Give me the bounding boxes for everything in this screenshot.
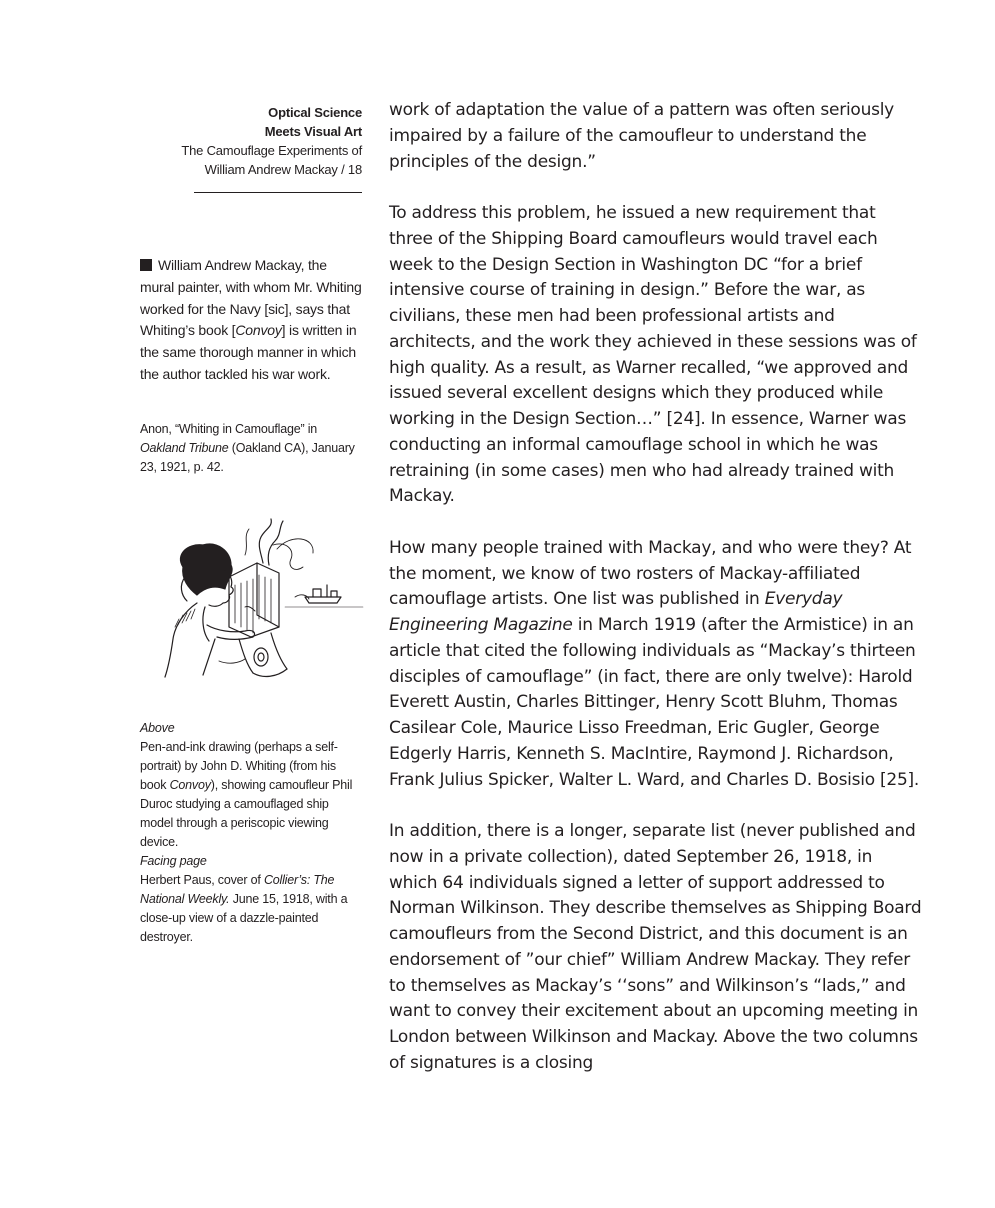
caption-facing-label: Facing page (140, 854, 207, 868)
caption-above (140, 719, 362, 852)
caption-facing-text-before: Herbert Paus, cover of (140, 873, 264, 887)
header-divider (194, 192, 362, 193)
quote-text-before: William Andrew Mackay, the mural painter, with whom Mr. Whiting worked for the Navy [sic], says that Whiting’s book [ (140, 257, 362, 339)
citation-before: Anon, “Whiting in Camouflage” in (140, 422, 318, 436)
caption-facing-magazine: Collier’s: The National Weekly. (140, 873, 335, 906)
header-title-line1: Optical Science (268, 105, 362, 120)
citation-after: (Oakland CA), January 23, 1921, p. 42. (140, 441, 355, 474)
caption-above-text-before: Pen-and-ink drawing (perhaps a self-portrait) by John D. Whiting (from his book (140, 740, 338, 792)
caption-above-label: Above (140, 721, 175, 735)
main-text-column (389, 98, 924, 1077)
p3-text-before: How many people trained with Mackay, and who were they? At the moment, we know of two rosters of Mackay-affiliated camouflage artists. One list was published in (389, 537, 912, 610)
body-paragraph-1: work of adaptation the value of a pattern was often seriously impaired by a failure of the camoufleur to understand the principles of the design.” (389, 100, 894, 172)
p3-magazine-title: Everyday Engineering Magazine (389, 589, 843, 635)
header-title-line2: Meets Visual Art (264, 124, 362, 139)
quote-book-title: Convoy (235, 322, 282, 339)
pen-and-ink-illustration (145, 515, 367, 690)
citation-publication: Oakland Tribune (140, 441, 229, 455)
p3-text-after: in March 1919 (after the Armistice) in an article that cited the following individuals as “Mackay’s thirteen disciples of camouflage” (in fact, there are only twelve): Harold Everett Austin, Charles Bittinger, Henry Scott Bluhm, Thomas Casilear Cole, Maurice Lisso Freedman, Eric Gugler, George Edgerly Harris, Kenneth S. MacIntire, Raymond J. Richardson, Frank Julius Spicker, Walter L. Ward, and Charles D. Bosisio [25]. (389, 615, 920, 790)
caption-above-text-after: ), showing camoufleur Phil Duroc studying a camouflaged ship model through a periscopic viewing device. (140, 778, 353, 849)
quote-text-after: ] is written in the same thorough manner in which the author tackled his war work. (140, 322, 357, 382)
caption-facing-page (140, 852, 362, 947)
sidebar-quote (140, 255, 362, 386)
caption-above-book: Convoy (169, 778, 211, 792)
running-header (140, 103, 362, 179)
body-paragraph-3 (389, 536, 924, 794)
body-paragraph-4: In addition, there is a longer, separate list (never published and now in a private collection), dated September 26, 1918, in which 64 individuals signed a letter of support addressed to Norman Wilkinson. They describe themselves as Shipping Board camoufleurs from the Second District, and this document is an endorsement of ”our chief” William Andrew Mackay. They refer to themselves as Mackay’s ‘‘sons” and Wilkinson’s “lads,” and want to convey their excitement about an upcoming meeting in London between Wilkinson and Mackay. Above the two columns of signatures is a closing (389, 821, 922, 1073)
body-paragraph-2: To address this problem, he issued a new requirement that three of the Shipping Board camoufleurs would travel each week to the Design Section in Washington DC “for a brief intensive course of training in design.” Before the war, as civilians, these men had been professional artists and architects, and the work they achieved in these sessions was of high quality. As a result, as Warner recalled, “we approved and issued several excellent designs which they produced while working in the Design Section…” [24]. In essence, Warner was conducting an informal camouflage school in which he was retraining (in some cases) men who had already trained with Mackay. (389, 203, 917, 507)
header-subtitle-line1: The Camouflage Experiments of (181, 143, 362, 158)
caption-facing-text-after: June 15, 1918, with a close-up view of a dazzle-painted destroyer. (140, 892, 348, 944)
square-bullet-icon (140, 259, 152, 271)
header-subtitle-line2: William Andrew Mackay / 18 (204, 162, 362, 177)
sidebar-citation (140, 420, 362, 477)
